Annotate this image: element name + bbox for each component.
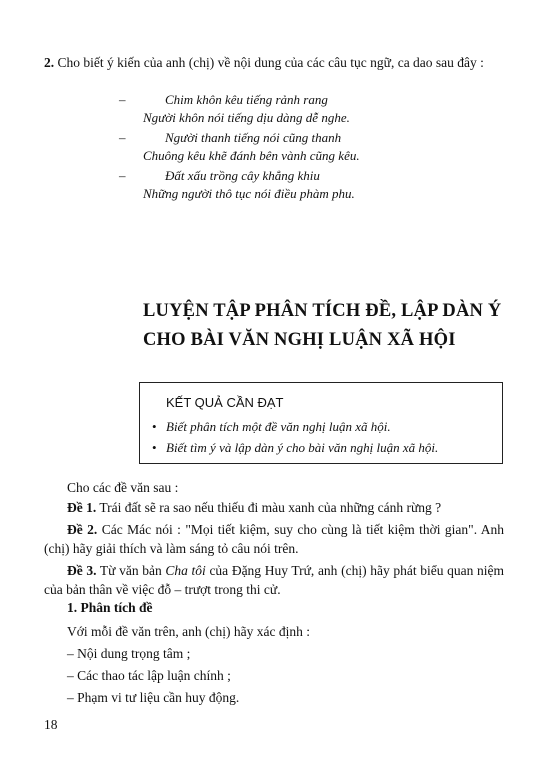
results-item-text: Biết tìm ý và lập dàn ý cho bài văn nghị luận xã hội. (166, 440, 439, 455)
results-item (152, 419, 391, 435)
topic-1 (44, 498, 504, 517)
results-heading: KẾT QUẢ CẦN ĐẠT (166, 395, 284, 410)
topic-3 (44, 561, 504, 599)
proverb-dash: – (119, 130, 126, 145)
topic-2 (44, 520, 504, 558)
page-number: 18 (44, 717, 58, 732)
topic-text: Trái đất sẽ ra sao nếu thiếu đi màu xanh của những cánh rừng ? (96, 500, 442, 515)
proverb-dash: – (119, 168, 126, 183)
prompt-intro: Cho các đề văn sau : (67, 480, 179, 495)
topic-text: Từ văn bản (96, 563, 166, 578)
proverb-line: Chuông kêu khẽ đánh bên vành cũng kêu. (143, 148, 360, 163)
topic-text: của Đặng Huy Trứ, anh (chị) hãy phát biểu quan niệm của bản thân về việc đỗ – trượt trong thi cử. (44, 563, 504, 597)
proverb-line: Người khôn nói tiếng dịu dàng dễ nghe. (143, 110, 350, 125)
question-2 (44, 53, 504, 72)
topic-text: Các Mác nói : "Mọi tiết kiệm, suy cho cùng là tiết kiệm thời gian". Anh (chị) hãy giải thích và làm sáng tỏ câu nói trên. (44, 522, 504, 556)
section-title-line: LUYỆN TẬP PHÂN TÍCH ĐỀ, LẬP DÀN Ý (143, 301, 502, 321)
question-number: 2. (44, 55, 55, 70)
section-title (143, 297, 502, 355)
topic-label: Đề 2. (67, 522, 98, 537)
topic-work-title: Cha tôi (165, 563, 206, 578)
analysis-item: – Các thao tác lập luận chính ; (67, 668, 231, 683)
question-text: Cho biết ý kiến của anh (chị) về nội dung của các câu tục ngữ, ca dao sau đây : (57, 55, 484, 70)
proverb-line: Những người thô tục nói điều phàm phu. (143, 186, 355, 201)
proverb-line: Đất xấu trồng cây khẳng khiu (165, 168, 320, 183)
results-item (152, 440, 438, 456)
topic-label: Đề 1. (67, 500, 97, 515)
proverb-dash: – (119, 92, 126, 107)
topic-label: Đề 3. (67, 563, 97, 578)
bullet-icon: • (152, 419, 157, 434)
analysis-item: – Nội dung trọng tâm ; (67, 646, 191, 661)
proverb-line: Người thanh tiếng nói cũng thanh (165, 130, 342, 145)
section-title-line: CHO BÀI VĂN NGHỊ LUẬN XÃ HỘI (143, 330, 456, 350)
results-item-text: Biết phân tích một đề văn nghị luận xã hội. (166, 419, 391, 434)
analysis-intro: Với mỗi đề văn trên, anh (chị) hãy xác định : (67, 624, 310, 639)
analysis-heading: 1. Phân tích đề (67, 600, 153, 615)
proverb-line: Chim khôn kêu tiếng rảnh rang (165, 92, 328, 107)
analysis-item: – Phạm vi tư liệu cần huy động. (67, 690, 240, 705)
results-box (139, 382, 503, 464)
bullet-icon: • (152, 440, 157, 455)
